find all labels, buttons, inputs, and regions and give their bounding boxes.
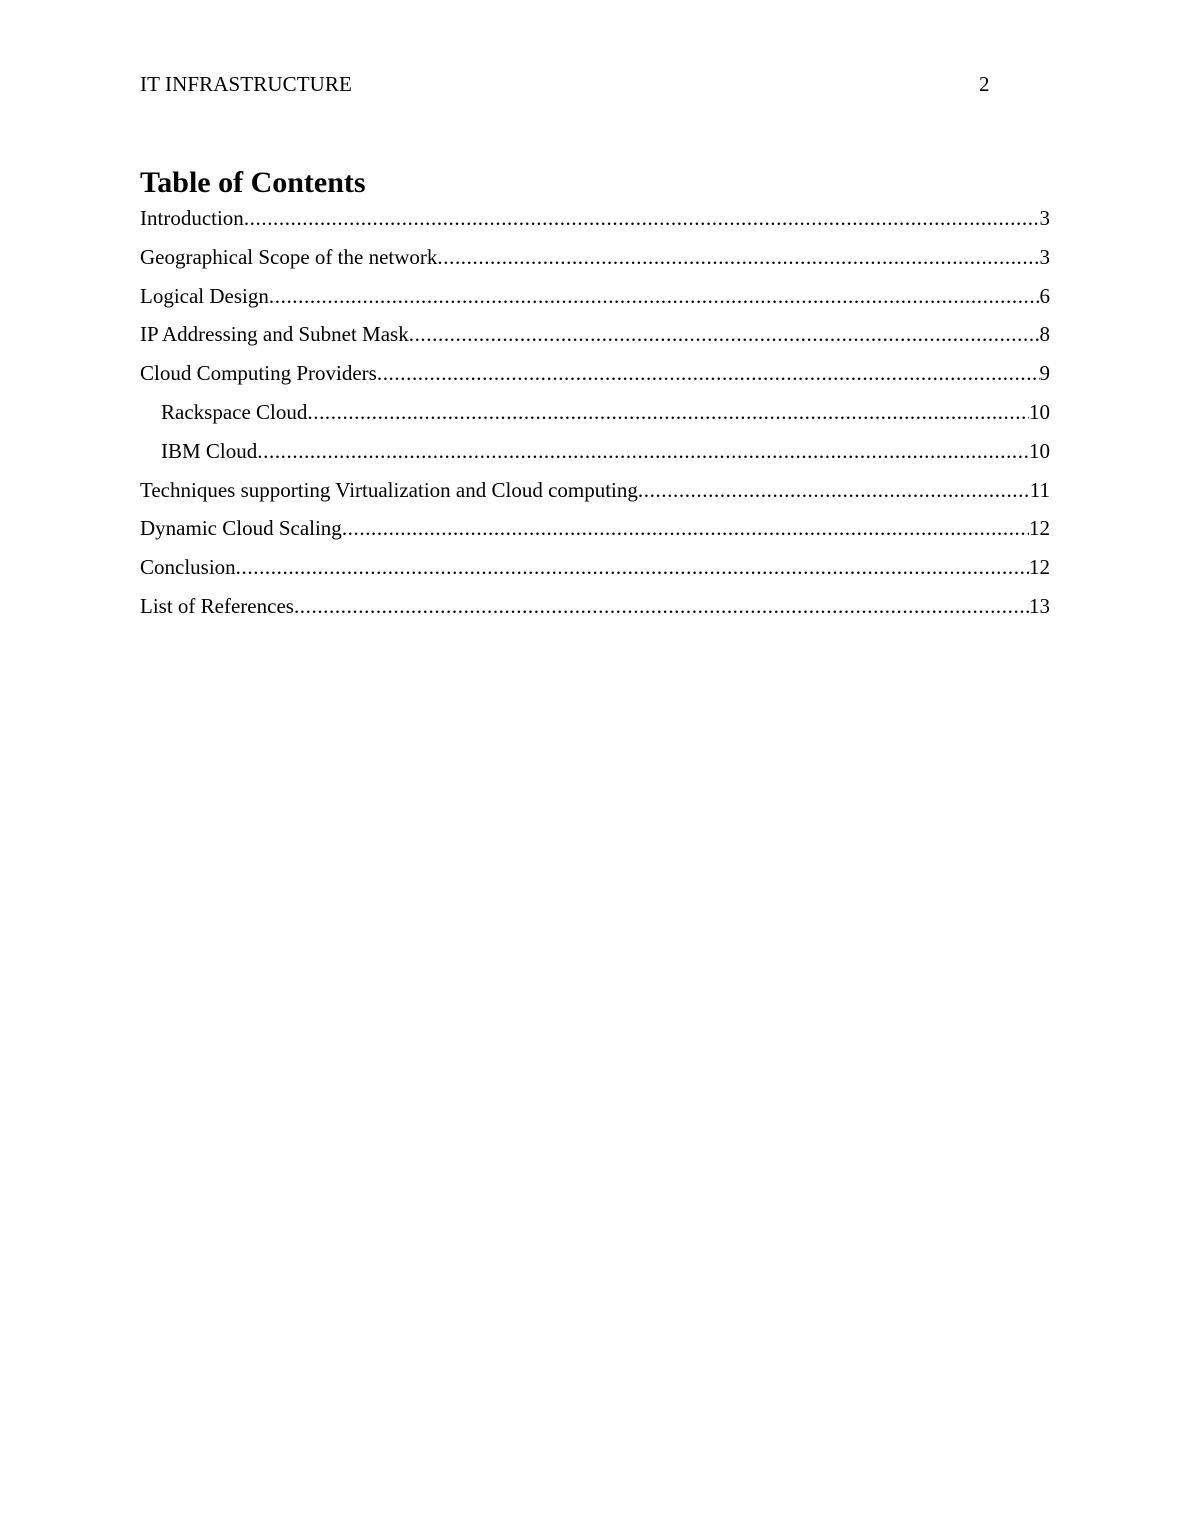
toc-dot-leader xyxy=(307,395,1029,429)
running-head: IT INFRASTRUCTURE xyxy=(140,72,352,96)
toc-entry-page: 9 xyxy=(1039,361,1050,386)
toc-entry-label: List of References xyxy=(140,593,294,618)
toc-entry-conclusion[interactable] xyxy=(140,550,1050,589)
toc-entry-page: 13 xyxy=(1029,593,1050,618)
toc-entry-label: Rackspace Cloud xyxy=(161,399,308,424)
toc-dot-leader xyxy=(437,240,1039,274)
toc-dot-leader xyxy=(294,589,1029,623)
toc-entry-rackspace-cloud[interactable] xyxy=(140,395,1050,434)
toc-entry-logical-design[interactable] xyxy=(140,279,1050,318)
toc-entry-page: 3 xyxy=(1039,244,1050,269)
toc-entry-label: Geographical Scope of the network xyxy=(140,244,438,269)
page-number: 2 xyxy=(979,72,990,96)
toc-title: Table of Contents xyxy=(140,166,366,199)
toc-dot-leader xyxy=(236,550,1029,584)
toc-entry-label: Conclusion xyxy=(140,555,236,580)
toc-entry-ibm-cloud[interactable] xyxy=(140,434,1050,473)
toc-entry-geographical-scope[interactable] xyxy=(140,240,1050,279)
toc-entry-list-of-references[interactable] xyxy=(140,589,1050,628)
toc-dot-leader xyxy=(244,201,1040,235)
toc-entry-page: 12 xyxy=(1029,555,1050,580)
toc-dot-leader xyxy=(409,317,1040,351)
toc-dot-leader xyxy=(257,434,1029,468)
toc-entry-page: 3 xyxy=(1039,206,1050,230)
toc-dot-leader xyxy=(638,473,1030,507)
toc-entry-virtualization-techniques[interactable] xyxy=(140,473,1050,512)
toc-entry-dynamic-cloud-scaling[interactable] xyxy=(140,511,1050,550)
toc-entry-page: 10 xyxy=(1029,438,1050,463)
toc-entry-label: Cloud Computing Providers xyxy=(140,361,377,386)
toc-entry-page: 11 xyxy=(1029,477,1050,502)
toc-entry-label: IBM Cloud xyxy=(161,438,258,463)
toc-entry-page: 6 xyxy=(1039,283,1050,308)
toc-dot-leader xyxy=(269,279,1040,313)
toc-entry-page: 8 xyxy=(1039,322,1050,347)
toc-dot-leader xyxy=(377,356,1040,390)
toc-entry-introduction[interactable] xyxy=(140,201,1050,240)
toc-entry-label: Techniques supporting Virtualization and Cloud computing xyxy=(140,477,638,502)
toc-entry-label: Logical Design xyxy=(140,283,269,308)
toc-entry-page: 10 xyxy=(1029,399,1050,424)
toc-entry-label: Introduction xyxy=(140,206,244,230)
toc-entry-label: IP Addressing and Subnet Mask xyxy=(140,322,409,347)
toc-entry-label: Dynamic Cloud Scaling xyxy=(140,516,342,541)
toc-entry-ip-addressing[interactable] xyxy=(140,317,1050,356)
toc-entry-page: 12 xyxy=(1029,516,1050,541)
toc-list xyxy=(140,201,1050,628)
toc-entry-cloud-computing-providers[interactable] xyxy=(140,356,1050,395)
toc-dot-leader xyxy=(342,511,1029,545)
